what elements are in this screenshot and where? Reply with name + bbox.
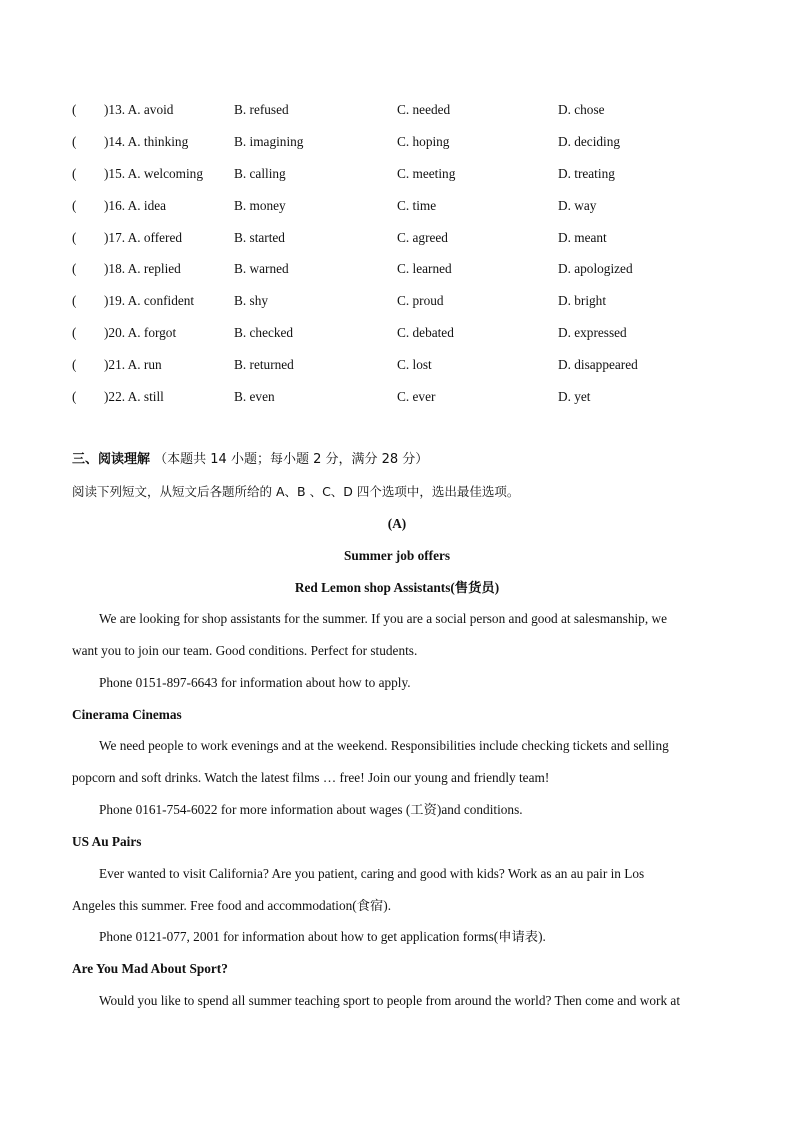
answer-blank[interactable]: ( bbox=[72, 166, 77, 181]
paragraph-line: popcorn and soft drinks. Watch the latest films … free! Join our young and friendly team! bbox=[72, 770, 550, 785]
option-b: B. started bbox=[234, 230, 285, 245]
option-c: C. hoping bbox=[397, 134, 450, 149]
option-c: C. time bbox=[397, 198, 437, 213]
paragraph-line: We are looking for shop assistants for the summer. If you are a social person and good at salesmanship, we bbox=[99, 611, 667, 626]
answer-blank[interactable]: ( bbox=[72, 357, 77, 372]
question-number-option-a: )13. A. avoid bbox=[104, 102, 174, 117]
passage-label: (A) bbox=[387, 516, 407, 531]
option-d: D. bright bbox=[558, 293, 607, 308]
option-c: C. needed bbox=[397, 102, 451, 117]
answer-blank[interactable]: ( bbox=[72, 325, 77, 340]
question-number-option-a: )19. A. confident bbox=[104, 293, 195, 308]
section-heading bbox=[72, 450, 722, 470]
question-number-option-a: )18. A. replied bbox=[104, 261, 181, 276]
paragraph-line: Angeles this summer. Free food and accommodation(食宿). bbox=[72, 898, 392, 913]
option-d: D. disappeared bbox=[558, 357, 638, 372]
paragraph-line: Would you like to spend all summer teaching sport to people from around the world? Then come and work at bbox=[99, 993, 681, 1008]
option-b: B. money bbox=[234, 198, 286, 213]
ad-title-au-pairs: US Au Pairs bbox=[72, 834, 142, 849]
option-c: C. agreed bbox=[397, 230, 448, 245]
option-b: B. calling bbox=[234, 166, 286, 181]
passage-title: Summer job offers bbox=[343, 548, 451, 563]
answer-blank[interactable]: ( bbox=[72, 389, 77, 404]
answer-blank[interactable]: ( bbox=[72, 230, 77, 245]
ad-title-red-lemon: Red Lemon shop Assistants(售货员) bbox=[294, 580, 500, 595]
question-number-option-a: )22. A. still bbox=[104, 389, 164, 404]
option-d: D. expressed bbox=[558, 325, 627, 340]
question-number-option-a: )15. A. welcoming bbox=[104, 166, 203, 181]
option-b: B. shy bbox=[234, 293, 268, 308]
question-number-option-a: )16. A. idea bbox=[104, 198, 167, 213]
answer-blank[interactable]: ( bbox=[72, 293, 77, 308]
option-c: C. learned bbox=[397, 261, 452, 276]
option-c: C. proud bbox=[397, 293, 444, 308]
option-d: D. apologized bbox=[558, 261, 633, 276]
option-d: D. yet bbox=[558, 389, 591, 404]
option-b: B. returned bbox=[234, 357, 294, 372]
paragraph-line: We need people to work evenings and at the weekend. Responsibilities include checking tickets and selling bbox=[99, 738, 669, 753]
option-c: C. ever bbox=[397, 389, 436, 404]
section-note: （本题共 14 小题；每小题 2 分，满分 28 分） bbox=[154, 452, 429, 467]
answer-blank[interactable]: ( bbox=[72, 261, 77, 276]
paragraph-line: Phone 0161-754-6022 for more information about wages (工资)and conditions. bbox=[99, 802, 523, 817]
question-number-option-a: )17. A. offered bbox=[104, 230, 183, 245]
paragraph-line: want you to join our team. Good conditions. Perfect for students. bbox=[72, 643, 418, 658]
option-d: D. deciding bbox=[558, 134, 621, 149]
option-d: D. treating bbox=[558, 166, 615, 181]
section-title: 三、阅读理解 bbox=[72, 452, 151, 467]
answer-blank[interactable]: ( bbox=[72, 102, 77, 117]
paragraph-line: Phone 0121-077, 2001 for information about how to get application forms(申请表). bbox=[99, 929, 546, 944]
question-number-option-a: )20. A. forgot bbox=[104, 325, 177, 340]
option-b: B. even bbox=[234, 389, 275, 404]
question-number-option-a: )21. A. run bbox=[104, 357, 162, 372]
option-d: D. way bbox=[558, 198, 597, 213]
paragraph-line: Phone 0151-897-6643 for information about how to apply. bbox=[99, 675, 411, 690]
paragraph-line: Ever wanted to visit California? Are you patient, caring and good with kids? Work as an au pair in Los bbox=[99, 866, 645, 881]
option-d: D. meant bbox=[558, 230, 607, 245]
option-b: B. checked bbox=[234, 325, 294, 340]
ad-title-cinerama: Cinerama Cinemas bbox=[72, 707, 182, 722]
option-c: C. lost bbox=[397, 357, 432, 372]
question-number-option-a: )14. A. thinking bbox=[104, 134, 189, 149]
option-b: B. imagining bbox=[234, 134, 304, 149]
option-c: C. meeting bbox=[397, 166, 456, 181]
section-instruction: 阅读下列短文，从短文后各题所给的 A、B 、C、D 四个选项中，选出最佳选项。 bbox=[72, 484, 520, 499]
answer-blank[interactable]: ( bbox=[72, 198, 77, 213]
option-b: B. refused bbox=[234, 102, 289, 117]
answer-blank[interactable]: ( bbox=[72, 134, 77, 149]
option-d: D. chose bbox=[558, 102, 605, 117]
option-c: C. debated bbox=[397, 325, 454, 340]
option-b: B. warned bbox=[234, 261, 289, 276]
ad-title-sport: Are You Mad About Sport? bbox=[72, 961, 228, 976]
